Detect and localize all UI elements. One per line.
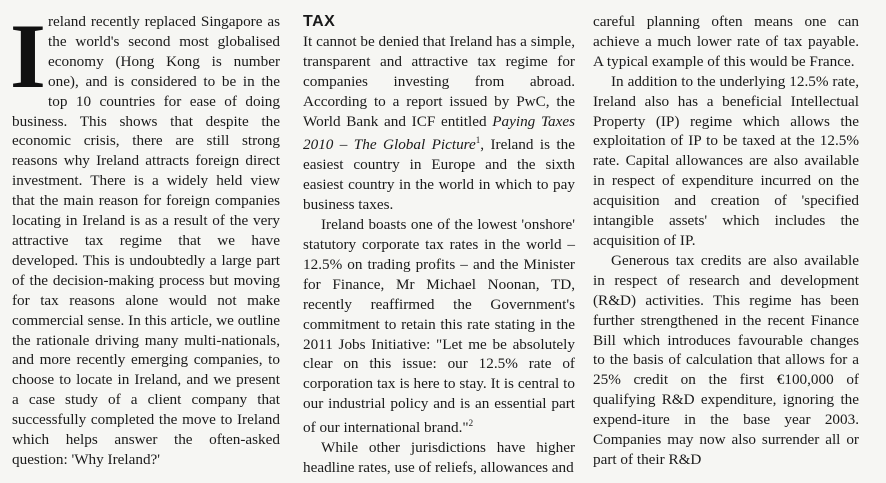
report-title: Paying Taxes 2010 – The Global Picture [303,112,575,154]
tax-paragraph-1 [303,32,575,215]
drop-cap: I [10,5,46,107]
col3-paragraph-2: In addition to the underlying 12.5% rate, Ireland also has a beneficial Intellectual Property (IP) regime which allows the exploitation of IP to be taxed at the 12.5% rate. Capital allowances are also available in respect of expenditure incurred on the acquisition and creation of 'specified intangible assets' which includes the acquisition of IP. [593,72,859,249]
tax-p1-text-b: , Ireland is the easiest country in Europe and the sixth easiest country in the world in which to pay business taxes. [303,136,575,214]
column-2 [303,12,575,478]
col3-paragraph-1: careful planning often means one can achieve a much lower rate of tax payable. A typical example of this would be France. [593,13,859,70]
column-1 [10,5,280,470]
tax-p2-text: Ireland boasts one of the lowest 'onshore' statutory corporate tax rates in the world – 12.5% on trading profits – and the Minister for Finance, Mr Michael Noonan, TD, recently reaffirmed the Government's commitment to retain this rate stating in the 2011 Jobs Initiative: "Let me be absolutely clear on this issue: our 12.5% rate of corporation tax is here to stay. It is central to our industrial policy and is an essential part of our international brand." [303,216,575,437]
column-3 [593,12,859,470]
tax-paragraph-3: While other jurisdictions have higher headline rates, use of reliefs, allowances and [303,439,575,477]
intro-paragraph [10,5,280,470]
footnote-1: 1 [475,135,481,146]
tax-paragraph-2 [303,215,575,438]
col3-paragraph-3: Generous tax credits are also available in respect of research and development (R&D) activities. This regime has been further strengthened in the recent Finance Bill which introduces favourable changes to the basis of calculation that allows for a 25% credit on the first €100,000 of qualifying R&D expenditure, ignoring the expend-iture in the base year 2003. Companies may now also surrender all or part of their R&D [593,251,859,468]
tax-p1-text-a: It cannot be denied that Ireland has a simple, transparent and attractive tax regime for companies investing from abroad. According to a report issued by PwC, the World Bank and ICF entitled [303,32,576,130]
intro-text: reland recently replaced Singapore as the world's second most globalised economy (Hong Kong is number one), and is considered to be in the top 10 countries for ease of doing business. This shows that despite the economic crisis, there are still strong reasons why Ireland attracts foreign direct investment. There is a widely held view that the main reason for foreign companies locating in Ireland is as a result of the very attractive tax regime that we have developed. This is undoubtedly a large part of the decision-making process but moving for tax reasons alone would not make commercial sense. In this article, we outline the rationale driving many multi-nationals, and more recently emerging companies, to choose to locate in Ireland, and we present a case study of a client company that successfully completed the move to Ireland which helps answer the often-asked question: 'Why Ireland?' [12,13,280,468]
footnote-2: 2 [468,418,474,429]
section-heading-tax: TAX [303,13,336,30]
